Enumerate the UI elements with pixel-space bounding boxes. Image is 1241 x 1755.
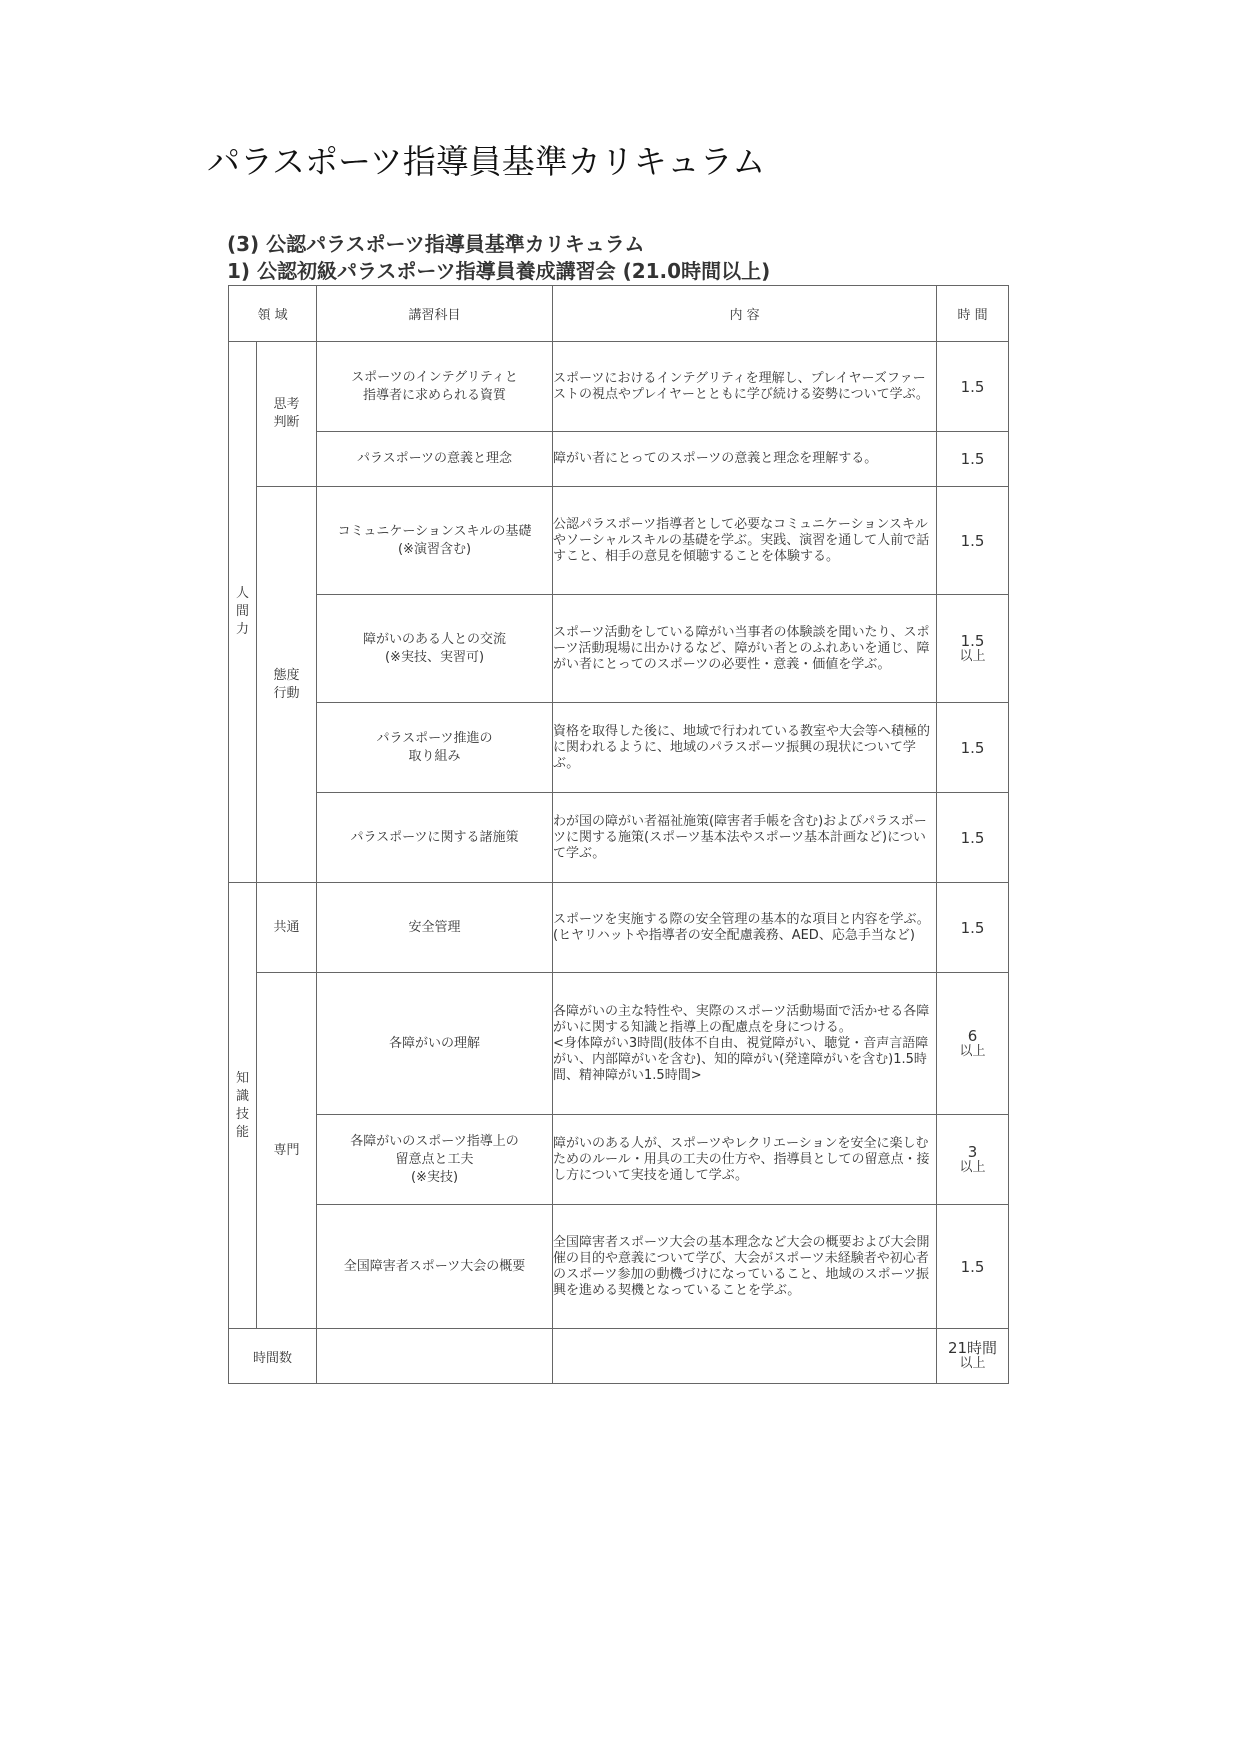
total-empty-subject [317, 1329, 553, 1384]
content-cell: 各障がいの主な特性や、実際のスポーツ活動場面で活かせる各障がいに関する知識と指導上の配慮点を身につける。 <身体障がい3時間(肢体不自由、視覚障がい、聴覚・音声言語障がい、内部障がいを含む)、知的障がい(発達障がいを含む)1.5時間、精神障がい1.5時間> [553, 973, 937, 1115]
table-row [229, 1115, 1009, 1205]
content-cell: 障がいのある人が、スポーツやレクリエーションを安全に楽しむためのルール・用具の工夫の仕方や、指導員としての留意点・接し方について実技を通して学ぶ。 [553, 1115, 937, 1205]
total-empty-content [553, 1329, 937, 1384]
subject-cell: 各障がいのスポーツ指導上の 留意点と工夫 (※実技) [317, 1115, 553, 1205]
course-heading: 1) 公認初級パラスポーツ指導員養成講習会 (21.0時間以上) [227, 259, 771, 283]
time-cell: 1.5 以上 [937, 595, 1009, 703]
header-time: 時 間 [937, 286, 1009, 342]
table-row [229, 703, 1009, 793]
table-row [229, 342, 1009, 432]
content-cell: 障がい者にとってのスポーツの意義と理念を理解する。 [553, 432, 937, 487]
content-cell: スポーツを実施する際の安全管理の基本的な項目と内容を学ぶ。(ヒヤリハットや指導者の安全配慮義務、AED、応急手当など) [553, 883, 937, 973]
subgroup-taido: 態度 行動 [257, 487, 317, 883]
table-row [229, 793, 1009, 883]
time-cell: 1.5 [937, 703, 1009, 793]
subject-cell: 障がいのある人との交流 (※実技、実習可) [317, 595, 553, 703]
total-row [229, 1329, 1009, 1384]
time-cell: 1.5 [937, 793, 1009, 883]
time-cell: 1.5 [937, 487, 1009, 595]
table-row [229, 487, 1009, 595]
table-row [229, 1205, 1009, 1329]
content-cell: スポーツにおけるインテグリティを理解し、プレイヤーズファーストの視点やプレイヤーとともに学び続ける姿勢について学ぶ。 [553, 342, 937, 432]
table-row [229, 883, 1009, 973]
subgroup-senmon: 専門 [257, 973, 317, 1329]
subgroup-shiko: 思考 判断 [257, 342, 317, 487]
subject-cell: パラスポーツの意義と理念 [317, 432, 553, 487]
section-heading: (3) 公認パラスポーツ指導員基準カリキュラム [227, 232, 645, 256]
subject-cell: パラスポーツ推進の 取り組み [317, 703, 553, 793]
header-content: 内 容 [553, 286, 937, 342]
content-cell: 全国障害者スポーツ大会の基本理念など大会の概要および大会開催の目的や意義について学び、大会がスポーツ未経験者や初心者のスポーツ参加の動機づけになっていること、地域のスポーツ振興を進める契機となっていることを学ぶ。 [553, 1205, 937, 1329]
subject-cell: 各障がいの理解 [317, 973, 553, 1115]
content-cell: スポーツ活動をしている障がい当事者の体験談を聞いたり、スポーツ活動現場に出かけるなど、障がい者とのふれあいを通じ、障がい者にとってのスポーツの必要性・意義・価値を学ぶ。 [553, 595, 937, 703]
content-cell: 資格を取得した後に、地域で行われている教室や大会等へ積極的に関われるように、地域のパラスポーツ振興の現状について学ぶ。 [553, 703, 937, 793]
subgroup-kyotsu: 共通 [257, 883, 317, 973]
group-chishiki: 知 識 技 能 [229, 883, 257, 1329]
total-time: 21時間 以上 [937, 1329, 1009, 1384]
curriculum-table [228, 285, 1009, 1384]
table-header-row [229, 286, 1009, 342]
time-cell: 1.5 [937, 432, 1009, 487]
header-subject: 講習科目 [317, 286, 553, 342]
time-cell: 1.5 [937, 342, 1009, 432]
time-cell: 1.5 [937, 883, 1009, 973]
table-row [229, 432, 1009, 487]
time-cell: 3 以上 [937, 1115, 1009, 1205]
subject-cell: パラスポーツに関する諸施策 [317, 793, 553, 883]
subject-cell: 安全管理 [317, 883, 553, 973]
total-label: 時間数 [229, 1329, 317, 1384]
table-row [229, 595, 1009, 703]
group-ningenryoku: 人 間 力 [229, 342, 257, 883]
subject-cell: コミュニケーションスキルの基礎 (※演習含む) [317, 487, 553, 595]
page-title: パラスポーツ指導員基準カリキュラム [207, 142, 766, 181]
table-row [229, 973, 1009, 1115]
subject-cell: 全国障害者スポーツ大会の概要 [317, 1205, 553, 1329]
header-area: 領 域 [229, 286, 317, 342]
content-cell: 公認パラスポーツ指導者として必要なコミュニケーションスキルやソーシャルスキルの基礎を学ぶ。実践、演習を通して人前で話すこと、相手の意見を傾聴することを体験する。 [553, 487, 937, 595]
content-cell: わが国の障がい者福祉施策(障害者手帳を含む)およびパラスポーツに関する施策(スポーツ基本法やスポーツ基本計画など)について学ぶ。 [553, 793, 937, 883]
time-cell: 1.5 [937, 1205, 1009, 1329]
time-cell: 6 以上 [937, 973, 1009, 1115]
subject-cell: スポーツのインテグリティと 指導者に求められる資質 [317, 342, 553, 432]
